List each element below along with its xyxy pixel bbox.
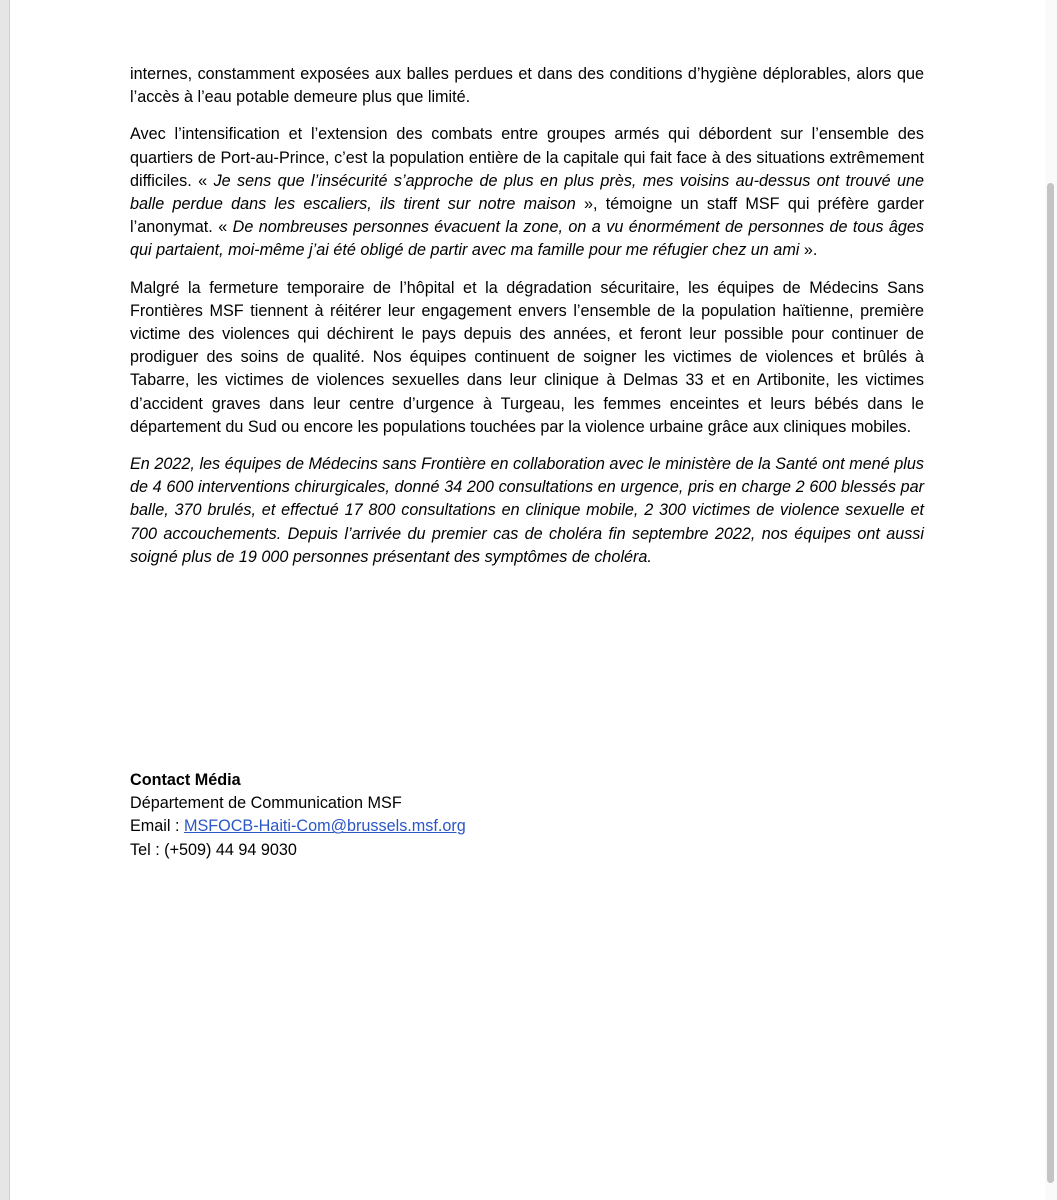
paragraph-commitment: Malgré la fermeture temporaire de l’hôpital et la dégradation sécuritaire, les équipes de Médecins Sans Frontières MSF tiennent à réitérer leur engagement envers l’ensemble de la population haïtienne, première victime des violences qui déchirent le pays depuis des années, et feront leur possible pour continuer de prodiguer des soins de qualité. Nos équipes continuent de soigner les victimes de violences et brûlés à Tabarre, les victimes de violences sexuelles dans leur clinique à Delmas 33 et en Artibonite, les victimes d’accident graves dans leur centre d’urgence à Turgeau, les femmes enceintes et leurs bébés dans le département du Sud ou encore les populations touchées par la violence urbaine grâce aux cliniques mobiles. [130, 278, 924, 436]
paragraph-text: ». [799, 241, 818, 260]
paragraph-text: Avec l’intensification et l’extension des combats entre groupes armés qui débordent sur l’ensemble des quartiers de Port-au-Prince, c’est la population entière de la capitale qui fait face à des situations extrêmement difficiles. « [130, 125, 924, 190]
contact-email-line [130, 815, 466, 838]
email-label: Email : [130, 817, 184, 836]
scrollbar[interactable] [1045, 0, 1057, 1200]
scrollbar-thumb[interactable] [1047, 183, 1054, 1183]
document-body [130, 63, 924, 583]
contact-department: Département de Communication MSF [130, 794, 402, 813]
quote-second: De nombreuses personnes évacuent la zone, on a vu énormément de personnes de tous âges qui partaient, moi-même j’ai été obligé de partir avec ma famille pour me réfugier chez un ami [130, 218, 924, 260]
contact-block [130, 769, 466, 862]
email-link[interactable]: MSFOCB-Haiti-Com@brussels.msf.org [183, 817, 466, 836]
quote-first: Je sens que l’insécurité s’approche de plus en plus près, mes voisins au-dessus ont trouvé une balle perdue dans les escaliers, ils tirent sur notre maison [130, 171, 924, 214]
contact-phone: Tel : (+509) 44 94 9030 [130, 840, 297, 859]
paragraph-statistics: En 2022, les équipes de Médecins sans Frontière en collaboration avec le ministère de la Santé ont mené plus de 4 600 interventions chirurgicales, donné 34 200 consultations en urgence, pris en charge 2 600 blessés par balle, 370 brulés, et effectué 17 800 consultations en clinique mobile, 2 300 victimes de violence sexuelle et 700 accouchements. Depuis l’arrivée du premier cas de choléra fin septembre 2022, nos équipes ont aussi soigné plus de 19 000 personnes présentant des symptômes de choléra. [130, 455, 924, 566]
paragraph-testimonies [130, 123, 924, 262]
paragraph-text: », témoigne un staff MSF qui préfère garder l’anonymat. « [130, 195, 924, 237]
contact-title: Contact Média [130, 771, 241, 789]
page-edge [0, 0, 10, 1200]
paragraph-living-conditions: internes, constamment exposées aux balles perdues et dans des conditions d’hygiène déplorables, alors que l’accès à l’eau potable demeure plus que limité. [130, 65, 924, 107]
